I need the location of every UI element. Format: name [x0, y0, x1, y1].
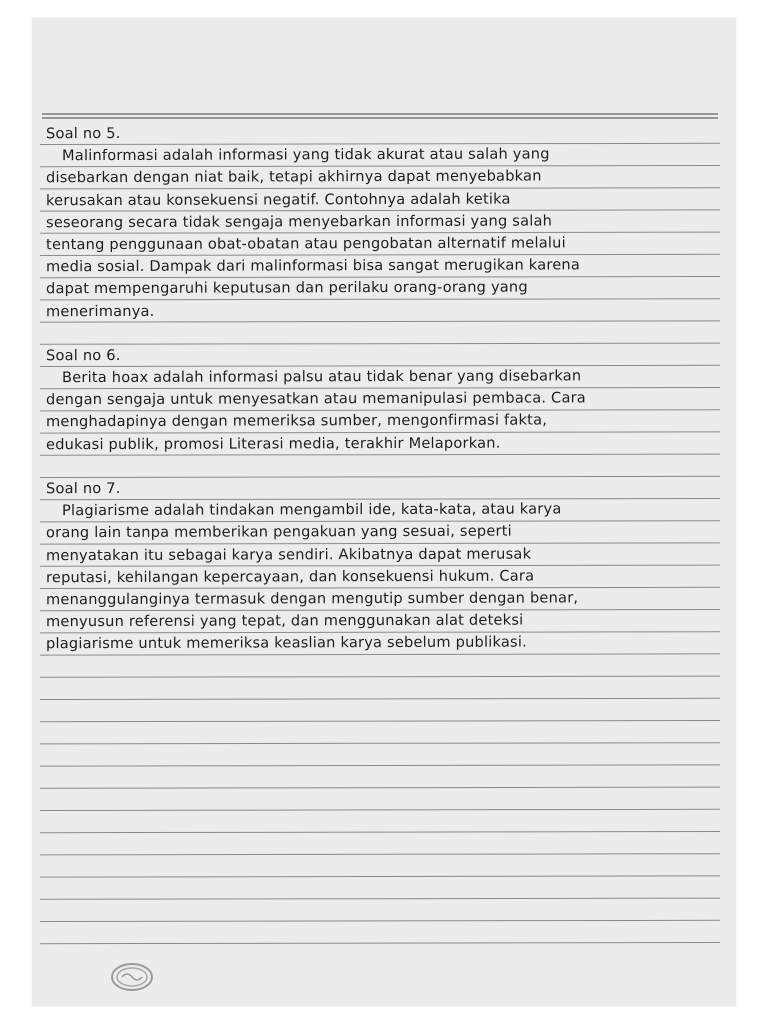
section-heading: Soal no 6.	[45, 346, 121, 365]
ruled-line	[40, 809, 720, 810]
ruled-line	[40, 698, 720, 699]
text-line: dengan sengaja untuk menyesatkan atau memanipulasi pembaca. Cara	[45, 389, 586, 409]
answer-section	[46, 477, 736, 655]
text-line: edukasi publik, promosi Literasi media, terakhir Melaporkan.	[45, 434, 501, 453]
text-line: menerimanya.	[45, 302, 155, 320]
text-line: seseorang secara tidak sengaja menyebarkan informasi yang salah	[45, 212, 553, 231]
blank-line	[46, 322, 736, 344]
text-line: disebarkan dengan niat baik, tetapi akhirnya dapat menyebabkan	[45, 167, 542, 187]
text-line: media sosial. Dampak dari malinformasi bisa sangat merugikan karena	[45, 256, 581, 276]
ruled-line	[40, 743, 720, 744]
section-heading: Soal no 5.	[45, 124, 121, 143]
text-line: menyatakan itu sebagai karya sendiri. Akibatnya dapat merusak	[45, 545, 532, 564]
answer-section	[46, 122, 736, 322]
notebook-page	[32, 18, 736, 1006]
text-line: plagiarisme untuk memeriksa keaslian karya sebelum publikasi.	[45, 633, 527, 653]
ruled-line	[40, 787, 720, 788]
text-line: menyusun referensi yang tepat, dan menggunakan alat deteksi	[45, 611, 524, 631]
ruled-line	[40, 765, 720, 766]
ruled-line	[40, 854, 720, 855]
section-heading: Soal no 7.	[45, 479, 121, 498]
ruled-line	[40, 832, 720, 833]
text-line: Berita hoax adalah informasi palsu atau tidak benar yang disebarkan	[61, 367, 582, 387]
ruled-line	[40, 898, 720, 899]
ruled-line	[40, 721, 720, 722]
text-line: reputasi, kehilangan kepercayaan, dan konsekuensi hukum. Cara	[45, 567, 535, 586]
text-line: tentang penggunaan obat-obatan atau pengobatan alternatif melalui	[45, 234, 566, 254]
text-line: menghadapinya dengan memeriksa sumber, mengonfirmasi fakta,	[45, 411, 548, 431]
text-line: kerusakan atau konsekuensi negatif. Contohnya adalah ketika	[45, 190, 511, 209]
answer-section	[46, 344, 736, 455]
notebook-logo-icon	[110, 962, 154, 992]
ruled-line	[40, 920, 720, 921]
text-line: Plagiarisme adalah tindakan mengambil ide, kata-kata, atau karya	[61, 500, 562, 520]
text-line: orang lain tanpa memberikan pengakuan yang sesuai, seperti	[45, 522, 512, 542]
ruled-line	[40, 876, 720, 877]
text-line: menanggulanginya termasuk dengan mengutip sumber dengan benar,	[45, 589, 579, 609]
ruled-line	[40, 943, 720, 944]
text-line: dapat mempengaruhi keputusan dan perilaku orang-orang yang	[45, 278, 528, 298]
blank-line	[46, 455, 736, 477]
ruled-line	[40, 676, 720, 677]
handwritten-answers	[46, 122, 736, 655]
text-line: Malinformasi adalah informasi yang tidak akurat atau salah yang	[61, 145, 550, 165]
